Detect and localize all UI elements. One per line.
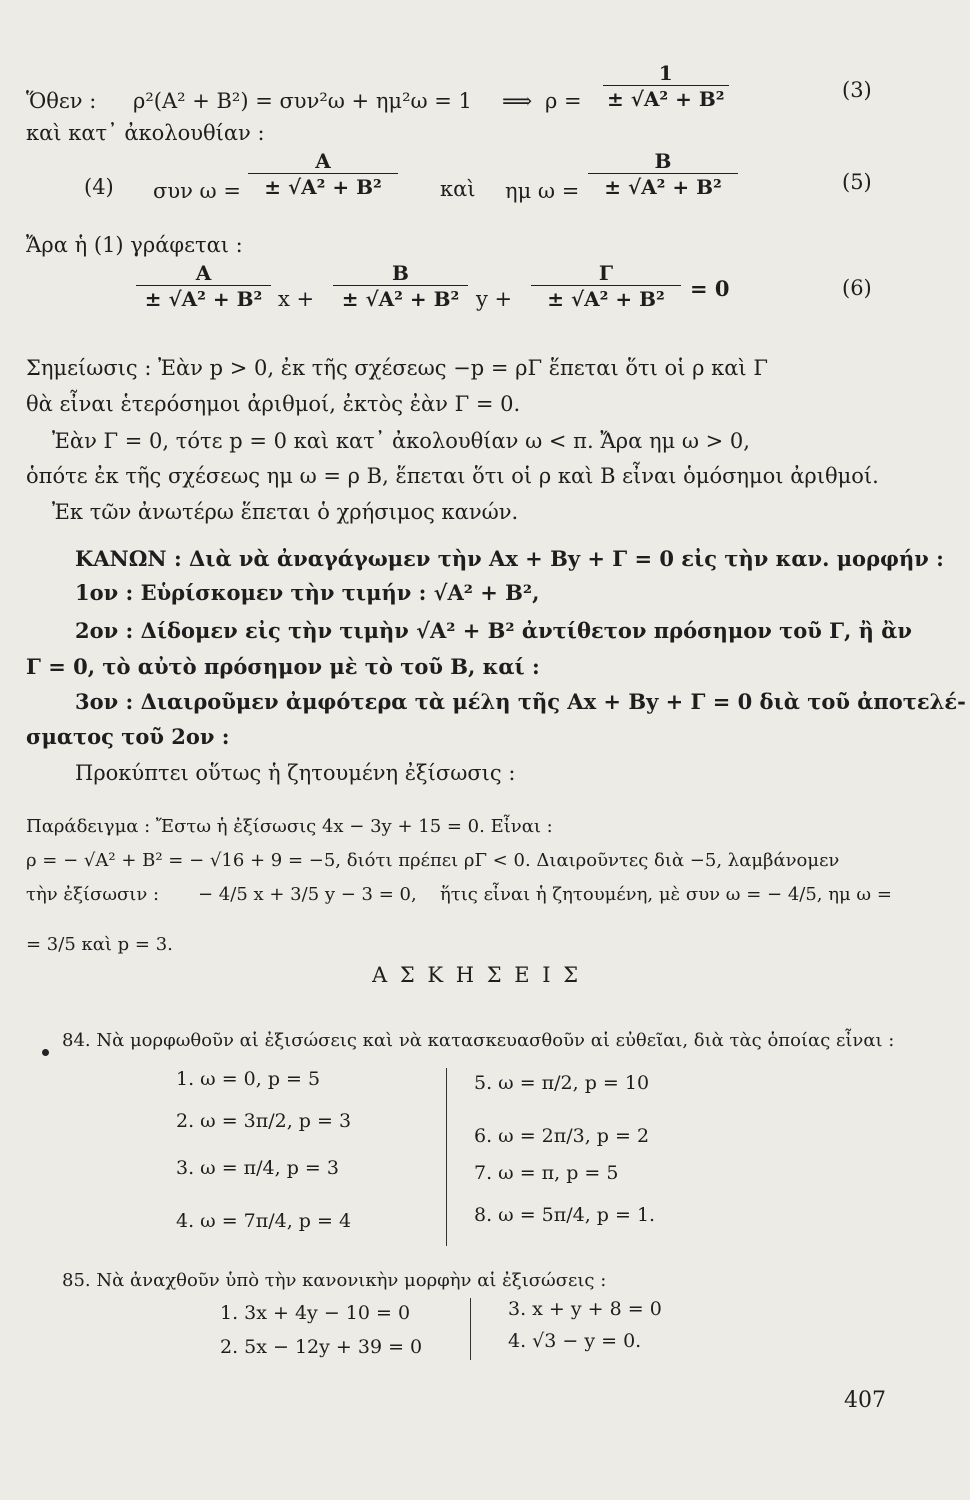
ex84-item-7: 7. ω = π, p = 5 xyxy=(474,1162,619,1184)
cos-den: ± √Α² + Β² xyxy=(248,173,398,198)
eq3-fraction xyxy=(600,62,732,110)
example-line-3-eq: − 4/5 x + 3/5 y − 3 = 0, xyxy=(198,884,417,905)
rule-line-2: 1ον : Εὑρίσκομεν τὴν τιμήν : √Α² + Β², xyxy=(75,580,540,605)
example-line-3-prefix: τὴν ἐξίσωσιν : xyxy=(26,884,160,905)
example-line-4: = 3/5 καὶ p = 3. xyxy=(26,934,173,955)
eq6-b-den: ± √Α² + Β² xyxy=(333,285,468,310)
eq45-and: καὶ xyxy=(440,177,476,201)
eq3-den: ± √Α² + Β² xyxy=(603,85,729,110)
eq6-g-num: Γ xyxy=(598,261,614,285)
ex85-divider xyxy=(470,1298,471,1360)
note-line-4: ὁπότε ἐκ τῆς σχέσεως ημ ω = ρ Β, ἕπεται ὅτι οἱ ρ καὶ Β εἶναι ὁμόσημοι ἀριθμοί. xyxy=(26,464,879,488)
eq6-label: (6) xyxy=(842,276,872,300)
eq6-x: x + xyxy=(278,287,315,311)
eq6-frac-b xyxy=(330,262,471,310)
eq6-g-den: ± √Α² + Β² xyxy=(531,285,681,310)
rule-line-5: 3ον : Διαιροῦμεν ἀμφότερα τὰ μέλη τῆς Ax + By + Γ = 0 διὰ τοῦ ἀποτελέ- xyxy=(75,689,966,714)
eq3-lhs: ρ²(Α² + Β²) = συν²ω + ημ²ω = 1 xyxy=(133,89,472,113)
sin-num: Β xyxy=(654,149,672,173)
line-ara: Ἄρα ἡ (1) γράφεται : xyxy=(26,233,243,257)
eq6-frac-g xyxy=(528,262,684,310)
example-line-2: ρ = − √Α² + Β² = − √16 + 9 = −5, διότι πρέπει ρΓ < 0. Διαιροῦντες διὰ −5, λαμβάνομεν xyxy=(26,850,840,871)
eq3-arrow: ⟹ xyxy=(502,89,533,113)
eq6-a-num: Α xyxy=(195,261,212,285)
eq3-rho: ρ = xyxy=(545,89,582,113)
ex84-divider xyxy=(446,1068,447,1246)
exercises-title: Α Σ Κ Η Σ Ε Ι Σ xyxy=(372,963,582,987)
eq6-a-den: ± √Α² + Β² xyxy=(136,285,271,310)
ex84-item-3: 3. ω = π/4, p = 3 xyxy=(176,1157,339,1179)
ex84-item-4: 4. ω = 7π/4, p = 4 xyxy=(176,1210,352,1232)
eq6-y: y + xyxy=(476,287,513,311)
page-number: 407 xyxy=(844,1388,886,1413)
eq6-b-num: Β xyxy=(392,261,409,285)
cos-lhs: συν ω = xyxy=(153,179,241,203)
sin-den: ± √Α² + Β² xyxy=(588,173,738,198)
ex85-item-1: 1. 3x + 4y − 10 = 0 xyxy=(220,1302,411,1324)
ex85-item-2: 2. 5x − 12y + 39 = 0 xyxy=(220,1336,423,1358)
rule-line-4: Γ = 0, τὸ αὐτὸ πρόσημον μὲ τὸ τοῦ Β, καί : xyxy=(26,654,540,679)
ex84-item-5: 5. ω = π/2, p = 10 xyxy=(474,1072,650,1094)
sin-fraction xyxy=(585,150,741,198)
rule-line-7: Προκύπτει οὕτως ἡ ζητουμένη ἐξίσωσις : xyxy=(75,761,516,785)
note-line-1: Σημείωσις : Ἐὰν p > 0, ἐκ τῆς σχέσεως −p = ρΓ ἕπεται ὅτι οἱ ρ καὶ Γ xyxy=(26,356,768,380)
eq6-eq0: = 0 xyxy=(690,276,730,301)
ex85-intro: 85. Νὰ ἀναχθοῦν ὑπὸ τὴν κανονικὴν μορφὴν αἱ ἐξισώσεις : xyxy=(62,1270,607,1291)
eq5-label: (5) xyxy=(842,170,872,194)
bullet-dot-icon xyxy=(42,1049,49,1056)
eq4-label: (4) xyxy=(84,175,114,199)
eq3-prefix: Ὅθεν : xyxy=(26,89,97,113)
note-line-2: θὰ εἶναι ἑτερόσημοι ἀριθμοί, ἐκτὸς ἐὰν Γ = 0. xyxy=(26,392,521,416)
ex84-item-8: 8. ω = 5π/4, p = 1. xyxy=(474,1204,656,1226)
rule-line-1: ΚΑΝΩΝ : Διὰ νὰ ἀναγάγωμεν τὴν Ax + By + Γ = 0 εἰς τὴν καν. μορφήν : xyxy=(75,546,944,571)
line-kai: καὶ κατ᾽ ἀκολουθίαν : xyxy=(26,121,265,145)
ex85-item-3: 3. x + y + 8 = 0 xyxy=(508,1298,662,1320)
example-line-1: Παράδειγμα : Ἔστω ἡ ἐξίσωσις 4x − 3y + 15 = 0. Εἶναι : xyxy=(26,816,553,837)
eq3-num: 1 xyxy=(658,61,673,85)
example-line-3-mid: ἥτις εἶναι ἡ ζητουμένη, μὲ συν ω = − 4/5, ημ ω = xyxy=(440,884,892,905)
ex84-item-6: 6. ω = 2π/3, p = 2 xyxy=(474,1125,650,1147)
eq6-frac-a xyxy=(133,262,274,310)
eq3-label: (3) xyxy=(842,78,872,102)
ex84-item-2: 2. ω = 3π/2, p = 3 xyxy=(176,1110,352,1132)
ex84-intro: 84. Νὰ μορφωθοῦν αἱ ἐξισώσεις καὶ νὰ κατασκευασθοῦν αἱ εὐθεῖαι, διὰ τὰς ὁποίας εἶναι : xyxy=(62,1030,895,1051)
note-line-5: Ἐκ τῶν ἀνωτέρω ἕπεται ὁ χρήσιμος κανών. xyxy=(52,500,519,524)
rule-line-3: 2ον : Δίδομεν εἰς τὴν τιμὴν √Α² + Β² ἀντίθετον πρόσημον τοῦ Γ, ἢ ἂν xyxy=(75,618,912,643)
sin-lhs: ημ ω = xyxy=(505,179,580,203)
cos-num: Α xyxy=(315,149,331,173)
ex85-item-4: 4. √3 − y = 0. xyxy=(508,1330,642,1352)
rule-line-6: σματος τοῦ 2ον : xyxy=(26,724,230,749)
cos-fraction xyxy=(245,150,401,198)
ex84-item-1: 1. ω = 0, p = 5 xyxy=(176,1068,321,1090)
note-line-3: Ἐὰν Γ = 0, τότε p = 0 καὶ κατ᾽ ἀκολουθίαν ω < π. Ἄρα ημ ω > 0, xyxy=(52,429,750,453)
